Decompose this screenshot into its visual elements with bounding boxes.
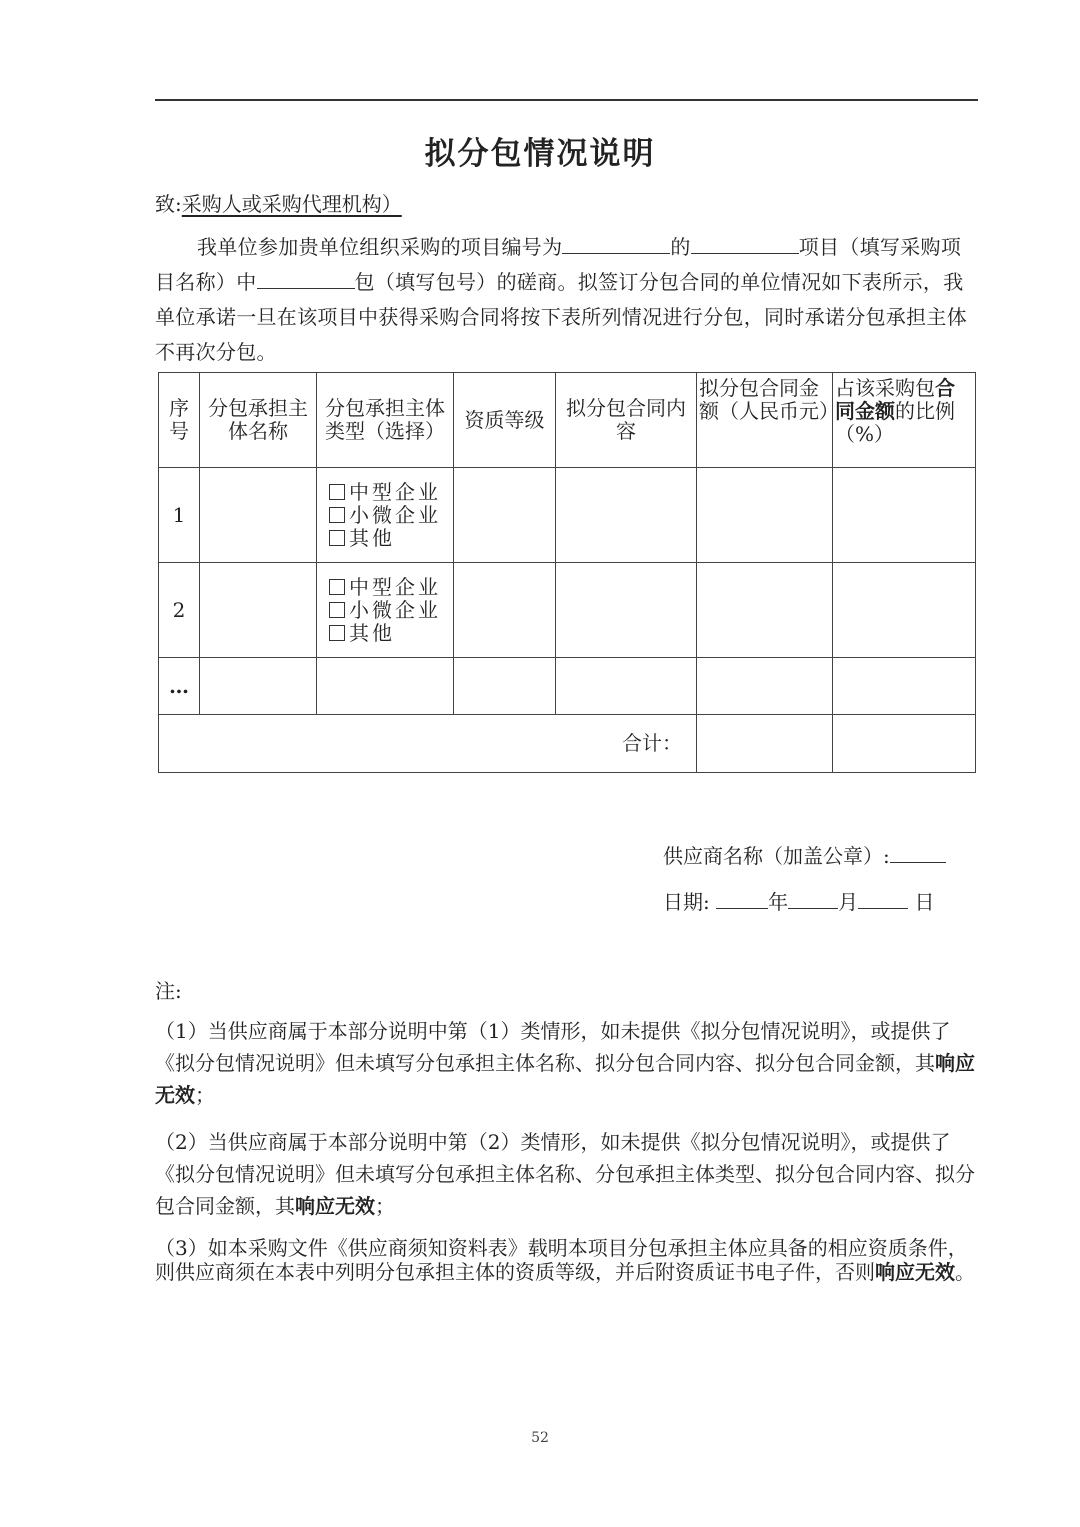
row-ratio-cell[interactable]	[833, 563, 976, 658]
row-type-cell[interactable]	[317, 658, 454, 715]
checkbox-icon[interactable]	[329, 507, 345, 523]
supplier-label: 供应商名称（加盖公章）:	[663, 844, 890, 868]
header-ratio-a: 占该采购包	[835, 376, 935, 400]
checkbox-icon[interactable]	[329, 484, 345, 500]
row-amount-cell[interactable]	[697, 563, 833, 658]
option-other[interactable]: 其他	[329, 622, 451, 645]
day-label: 日	[914, 890, 935, 914]
checkbox-icon[interactable]	[329, 602, 345, 618]
header-ratio-c: 的比例（%）	[835, 399, 955, 446]
note-3: （3）如本采购文件《供应商须知资料表》载明本项目分包承担主体应具备的相应资质条件，则供应商须在本表中列明分包承担主体的资质等级，并后附资质证书电子件，否则响应无效。	[155, 1236, 975, 1284]
table-row	[159, 658, 976, 715]
month-label: 月	[838, 890, 859, 914]
row-content-cell[interactable]	[556, 658, 697, 715]
total-label: 合计：	[159, 715, 697, 773]
checkbox-icon[interactable]	[329, 625, 345, 641]
notes-heading: 注:	[155, 979, 182, 1003]
supplier-signature-line	[663, 840, 946, 869]
table-header-row	[159, 373, 976, 468]
note-1: （1）当供应商属于本部分说明中第（1）类情形，如未提供《拟分包情况说明》，或提供了《拟分包情况说明》但未填写分包承担主体名称、拟分包合同内容、拟分包合同金额，其响应无效；	[155, 1019, 975, 1107]
note-2-text: （2）当供应商属于本部分说明中第（2）类情形，如未提供《拟分包情况说明》，或提供了《拟分包情况说明》但未填写分包承担主体名称、分包承担主体类型、拟分包合同内容、拟分包合同金额，其	[155, 1130, 975, 1218]
supplier-blank[interactable]	[890, 842, 946, 863]
header-name: 分包承担主体名称	[200, 373, 317, 468]
row-ratio-cell[interactable]	[833, 468, 976, 563]
row-type-cell	[317, 563, 454, 658]
project-name-blank[interactable]	[691, 233, 799, 254]
intro-paragraph	[155, 230, 980, 370]
addressee-prefix: 致:	[155, 192, 182, 216]
row-content-cell[interactable]	[556, 563, 697, 658]
addressee-line	[155, 188, 402, 217]
row-name-cell[interactable]	[200, 563, 317, 658]
option-medium[interactable]: 中型企业	[329, 481, 451, 504]
note-3-text: （3）如本采购文件《供应商须知资料表》载明本项目分包承担主体应具备的相应资质条件，则供应商须在本表中列明分包承担主体的资质等级，并后附资质证书电子件，否则	[155, 1236, 968, 1284]
row-name-cell[interactable]	[200, 468, 317, 563]
note-3-bold: 响应无效	[875, 1260, 955, 1284]
month-blank[interactable]	[788, 888, 838, 909]
option-small-micro[interactable]: 小微企业	[329, 504, 451, 527]
package-number-blank[interactable]	[257, 268, 355, 289]
year-label: 年	[768, 890, 789, 914]
header-amount: 拟分包合同金额（人民币元）	[697, 373, 833, 468]
para-text-2: 的	[670, 235, 691, 259]
option-medium[interactable]: 中型企业	[329, 576, 451, 599]
checkbox-icon[interactable]	[329, 579, 345, 595]
date-label: 日期:	[663, 890, 710, 914]
row-amount-cell[interactable]	[697, 658, 833, 715]
subcontract-table	[158, 372, 976, 773]
header-rule	[155, 99, 978, 101]
note-2-bold: 响应无效	[295, 1194, 375, 1218]
date-line	[663, 886, 934, 915]
row-amount-cell[interactable]	[697, 468, 833, 563]
checkbox-icon[interactable]	[329, 530, 345, 546]
row-content-cell[interactable]	[556, 468, 697, 563]
option-other[interactable]: 其他	[329, 527, 451, 550]
option-small-micro[interactable]: 小微企业	[329, 599, 451, 622]
total-ratio-cell[interactable]	[833, 715, 976, 773]
header-ratio-b: 合同金额	[835, 376, 955, 423]
para-text-3: 项目（填写采购项目名称）中	[155, 235, 962, 294]
header-seq: 序号	[159, 373, 200, 468]
year-blank[interactable]	[716, 888, 768, 909]
note-1-bold: 响应无效	[155, 1051, 975, 1107]
day-blank[interactable]	[858, 888, 908, 909]
row-name-cell[interactable]	[200, 658, 317, 715]
row-seq: …	[159, 658, 200, 715]
addressee-value: 采购人或采购代理机构）	[181, 192, 402, 216]
note-2: （2）当供应商属于本部分说明中第（2）类情形，如未提供《拟分包情况说明》，或提供了《拟分包情况说明》但未填写分包承担主体名称、分包承担主体类型、拟分包合同内容、拟分包合同金额，其响应无效；	[155, 1130, 975, 1218]
total-row	[159, 715, 976, 773]
total-amount-cell[interactable]	[697, 715, 833, 773]
header-qualification: 资质等级	[454, 373, 556, 468]
header-type: 分包承担主体类型（选择）	[317, 373, 454, 468]
row-ratio-cell[interactable]	[833, 658, 976, 715]
row-type-cell	[317, 468, 454, 563]
row-qualification-cell[interactable]	[454, 563, 556, 658]
row-seq: 1	[159, 468, 200, 563]
note-1-text: （1）当供应商属于本部分说明中第（1）类情形，如未提供《拟分包情况说明》，或提供了《拟分包情况说明》但未填写分包承担主体名称、拟分包合同内容、拟分包合同金额，其	[155, 1019, 951, 1075]
para-text-1: 我单位参加贵单位组织采购的项目编号为	[197, 235, 563, 259]
para-text-4: 包（填写包号）的磋商。拟签订分包合同的单位情况如下表所示，我单位承诺一旦在该项目中获得采购合同将按下表所列情况进行分包，同时承诺分包承担主体不再次分包。	[155, 270, 967, 364]
project-number-blank[interactable]	[562, 233, 670, 254]
row-qualification-cell[interactable]	[454, 658, 556, 715]
table-row	[159, 468, 976, 563]
row-seq: 2	[159, 563, 200, 658]
page-title: 拟分包情况说明	[424, 136, 656, 172]
table-row	[159, 563, 976, 658]
page-number: 52	[531, 1430, 549, 1446]
header-content: 拟分包合同内容	[556, 373, 697, 468]
row-qualification-cell[interactable]	[454, 468, 556, 563]
header-ratio	[833, 373, 976, 468]
